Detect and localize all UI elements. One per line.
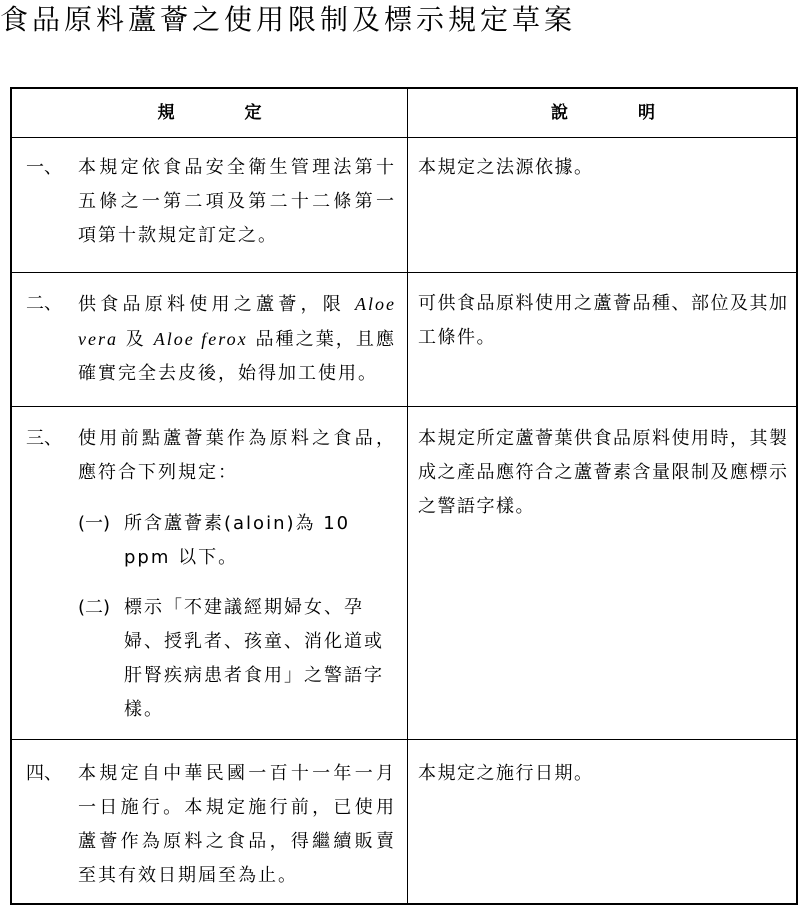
row-divider [12, 739, 796, 740]
species-name: Aloe vera [78, 294, 396, 349]
row-regulation-text: 使用前點蘆薈葉作為原料之食品，應符合下列規定： [78, 428, 396, 483]
row-explanation-text: 本規定之施行日期。 [418, 763, 594, 784]
sub-item-number: (二) [78, 597, 111, 618]
document-title: 食品原料蘆薈之使用限制及標示規定草案 [0, 3, 577, 36]
header-regulation: 規定 [157, 103, 332, 123]
row-number: 二、 [26, 293, 62, 314]
row-explanation-text: 可供食品原料使用之蘆薈品種、部位及其加工條件。 [418, 293, 789, 348]
text-segment: 供食品原料使用之蘆薈，限 [78, 294, 355, 315]
row-regulation-text [78, 287, 396, 391]
text-segment: 品種之葉，且應確實完全去皮後，始得加工使用。 [78, 329, 396, 384]
text-segment: 及 [117, 329, 154, 350]
row-divider [12, 272, 796, 273]
header-explanation: 說明 [551, 103, 725, 123]
sub-item-text: 標示「不建議經期婦女、孕婦、授乳者、孩童、消化道或肝腎疾病患者食用」之警語字樣。 [124, 597, 384, 720]
sub-item-text: 所含蘆薈素(aloin)為 10 ppm 以下。 [124, 513, 351, 568]
row-regulation-text: 本規定依食品安全衛生管理法第十五條之一第二項及第二十二條第一項第十款規定訂定之。 [78, 157, 396, 246]
row-number: 三、 [26, 428, 62, 449]
column-divider [407, 89, 408, 903]
row-regulation-text: 本規定自中華民國一百十一年一月一日施行。本規定施行前，已使用蘆薈作為原料之食品，得繼續販賣至其有效日期屆至為止。 [78, 763, 396, 886]
row-divider [12, 406, 796, 407]
regulation-table [10, 87, 798, 905]
species-name: Aloe ferox [153, 329, 248, 349]
row-number: 四、 [26, 763, 62, 784]
row-number: 一、 [26, 157, 62, 178]
row-explanation-text: 本規定之法源依據。 [418, 157, 594, 178]
sub-item-number: (一) [78, 513, 111, 534]
row-divider [12, 137, 796, 138]
row-explanation-text: 本規定所定蘆薈葉供食品原料使用時，其製成之產品應符合之蘆薈素含量限制及應標示之警語字樣。 [418, 428, 789, 517]
